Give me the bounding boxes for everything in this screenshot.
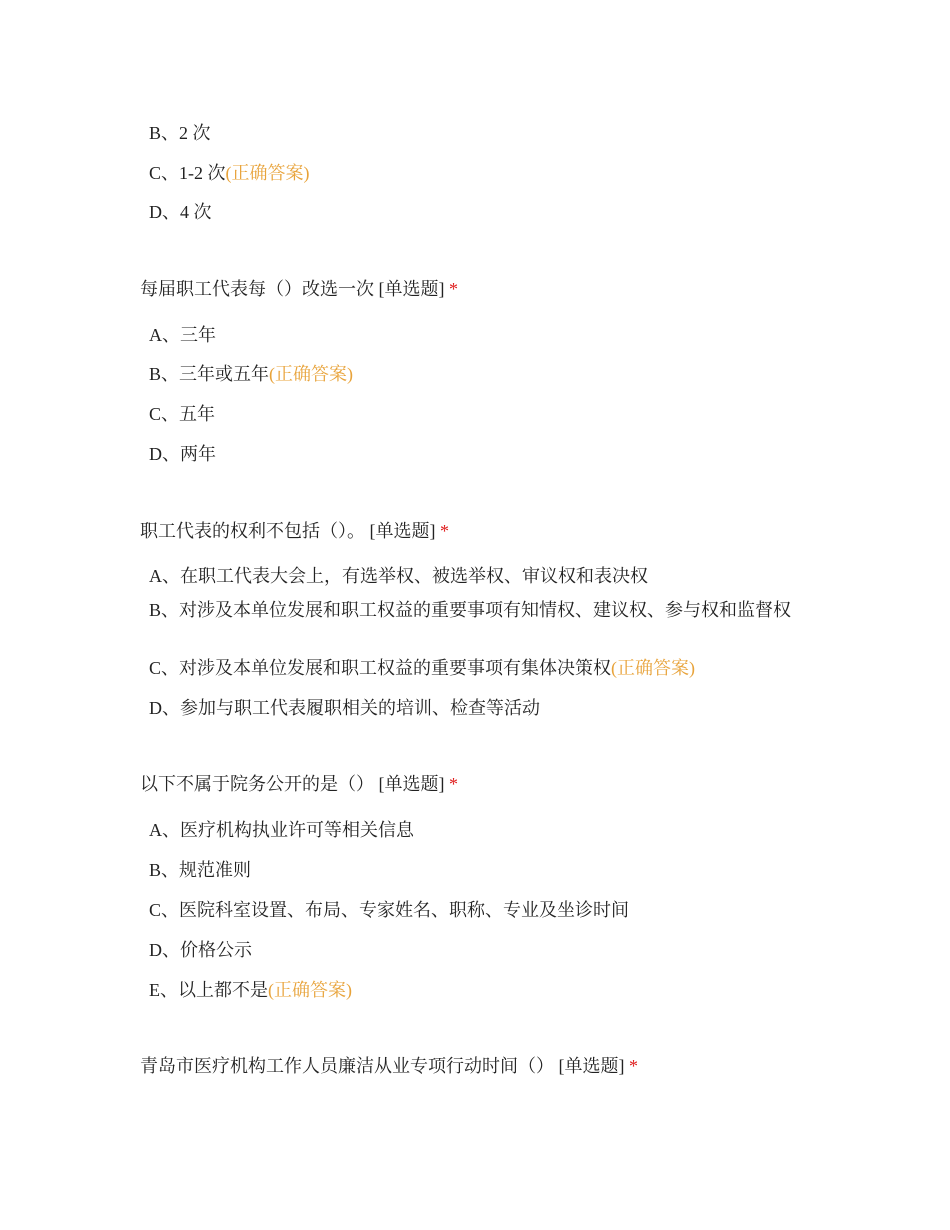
required-marker: * [440, 521, 449, 541]
option-text: C、1-2 次 [149, 163, 226, 183]
q1-option-c [149, 401, 809, 427]
question-text: 以下不属于院务公开的是（） [140, 774, 374, 794]
question-type-label: [单选题] [558, 1056, 625, 1076]
q1-title [140, 278, 458, 300]
q2-option-a [149, 563, 809, 589]
q1-option-a [149, 322, 809, 348]
q3-option-c [149, 897, 809, 923]
q4-title [140, 1055, 638, 1077]
option-text: B、规范准则 [149, 860, 252, 880]
option-text: E、以上都不是 [149, 980, 268, 1000]
question-text: 职工代表的权利不包括（）。 [140, 521, 365, 541]
option-text: D、参加与职工代表履职相关的培训、检查等活动 [149, 698, 540, 718]
q2-option-d [149, 695, 809, 721]
option-text: A、医疗机构执业许可等相关信息 [149, 820, 414, 840]
q0-option-d [149, 199, 809, 225]
option-text: D、两年 [149, 444, 216, 464]
question-text: 青岛市医疗机构工作人员廉洁从业专项行动时间（） [140, 1056, 554, 1076]
option-text: B、对涉及本单位发展和职工权益的重要事项有知情权、建议权、参与权和监督权 [149, 600, 792, 620]
correct-answer-marker: (正确答案) [225, 163, 310, 183]
q2-option-b [140, 597, 800, 623]
q3-option-a [149, 817, 809, 843]
q0-option-b [149, 120, 809, 146]
option-text: B、2 次 [149, 123, 211, 143]
q3-title [140, 773, 458, 795]
question-type-label: [单选题] [378, 774, 445, 794]
q2-option-c [149, 655, 809, 681]
question-type-label: [单选题] [369, 521, 436, 541]
required-marker: * [449, 279, 458, 299]
option-text: C、对涉及本单位发展和职工权益的重要事项有集体决策权 [149, 658, 612, 678]
q3-option-d [149, 937, 809, 963]
correct-answer-marker: (正确答案) [268, 980, 352, 1000]
q3-option-b [149, 857, 809, 883]
q1-option-d [149, 441, 809, 467]
option-text: A、三年 [149, 325, 216, 345]
correct-answer-marker: (正确答案) [269, 364, 354, 384]
required-marker: * [449, 774, 458, 794]
question-text: 每届职工代表每（）改选一次 [140, 279, 374, 299]
q0-option-c [149, 160, 809, 186]
question-type-label: [单选题] [378, 279, 445, 299]
q3-option-e [149, 977, 809, 1003]
option-text: C、五年 [149, 404, 216, 424]
option-text: A、在职工代表大会上，有选举权、被选举权、审议权和表决权 [149, 566, 648, 586]
option-text: B、三年或五年 [149, 364, 270, 384]
required-marker: * [629, 1056, 638, 1076]
correct-answer-marker: (正确答案) [611, 658, 696, 678]
option-text: C、医院科室设置、布局、专家姓名、职称、专业及坐诊时间 [149, 900, 630, 920]
option-text: D、4 次 [149, 202, 212, 222]
q2-title [140, 520, 449, 542]
option-text: D、价格公示 [149, 940, 252, 960]
q1-option-b [149, 361, 809, 387]
